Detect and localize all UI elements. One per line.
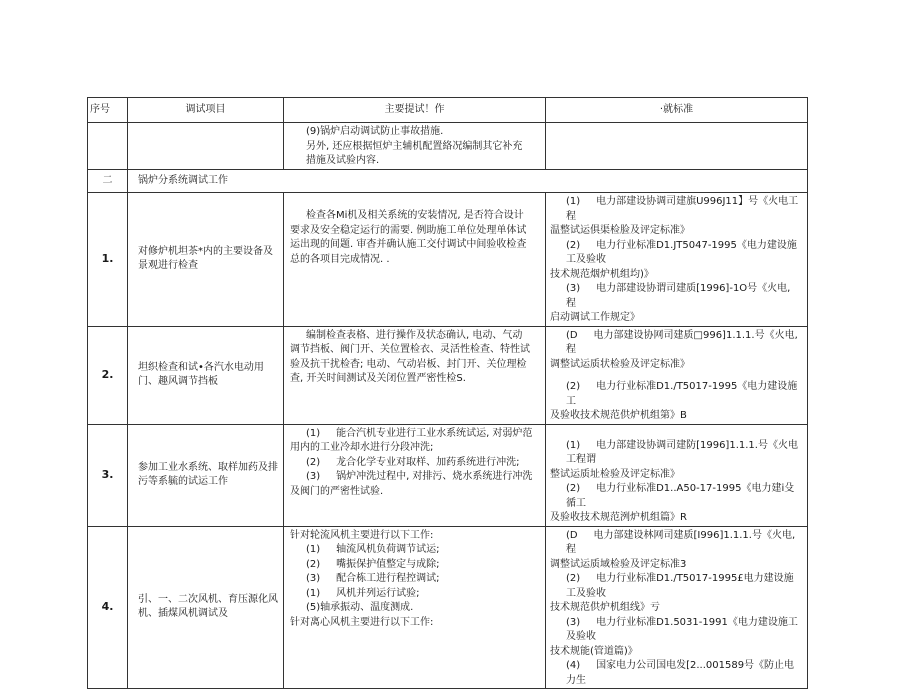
work-line: 验及抗干扰检杳; 电动、气动岩板、封门开、关位理检 — [290, 358, 527, 370]
work-index: (2) — [306, 558, 321, 570]
work-line: 检查各Mi机及相关系统的安装情况, 是否符合设计 — [306, 210, 524, 221]
standard-text: 电力部建设协网司建质□996]1.1.1.号《火电, 程 — [566, 329, 798, 355]
standard-line: 温整试运俱渠检脸及评定标准》 — [550, 225, 690, 236]
work-line: 措施及试验内容. — [306, 155, 380, 166]
standard-cell — [546, 123, 808, 170]
item-cell — [128, 123, 284, 170]
work-index: (3) — [306, 471, 321, 482]
standard-index: (3) — [566, 616, 581, 628]
standard-text: 电力部建设协谓司建质[1996]-1O号《火电, 程 — [566, 283, 791, 309]
row-number: 4. — [88, 526, 128, 689]
work-index: (3) — [306, 573, 321, 584]
work-line — [290, 456, 541, 471]
work-line — [290, 543, 541, 558]
row-number: 1. — [88, 193, 128, 327]
work-line: 及阀门的严密性试验. — [290, 485, 384, 497]
work-line: (5)轴承振动、温度测成. — [306, 602, 414, 613]
work-cell — [284, 193, 546, 327]
standard-line — [550, 572, 803, 601]
table-row — [88, 193, 808, 327]
standard-line — [550, 659, 803, 688]
header-work: 主要提试！作 — [284, 98, 546, 123]
standard-cell — [546, 424, 808, 526]
work-text: 龙合化学专业对取样、加药系统进行冲洗; — [336, 456, 520, 468]
work-line: 针对轮流风机主要进行以下工作: — [290, 529, 434, 541]
work-index: (1) — [306, 587, 321, 599]
work-line: 编制检查表格、进行操作及状态确认, 电动、气动 — [306, 329, 523, 341]
row-number: 2. — [88, 326, 128, 424]
work-cell — [284, 526, 546, 689]
standard-line — [550, 616, 803, 645]
work-cell — [284, 424, 546, 526]
standard-line: 技术规范供炉机组线》亏 — [550, 602, 660, 613]
work-index: (1) — [306, 427, 321, 439]
work-line: 另外, 还应根据恒炉主辅机配置絡况编制其它补充 — [306, 140, 523, 152]
standard-line — [550, 439, 803, 468]
header-item: 调试项目 — [128, 98, 284, 123]
work-line: 调节挡板、阀门开、关位置检衣、灵活性检查、特性试 — [290, 344, 530, 355]
work-text: 配合栋工进行程控调试; — [336, 573, 440, 584]
work-line — [290, 572, 541, 587]
standard-line — [550, 195, 803, 224]
standard-line: 调整试运质状检验及评定标准》 — [550, 358, 690, 370]
row-number: 3. — [88, 424, 128, 526]
standard-text: 电力行业标准D1.5031-1991《电力建设施工及验收 — [566, 616, 798, 642]
work-text: 嘴振保护值整定与成除; — [336, 558, 440, 570]
standard-text: 电力部建设协调司建防[1996]1.1.1.号《火电工程谓 — [566, 439, 798, 465]
standard-line: 技术规范烟炉机组均)》 — [550, 268, 654, 280]
standard-line: 启动调试工作规定》 — [550, 312, 640, 323]
standard-text: 电力部建设林网司建质[I996]1.1.1.号《火电, 程 — [566, 529, 796, 555]
commissioning-table — [87, 97, 808, 689]
standard-index: (D — [566, 329, 578, 341]
work-line: (9)锅炉启动调试防止事故措施. — [306, 126, 444, 137]
work-line — [290, 558, 541, 573]
standard-index: (3) — [566, 283, 581, 294]
work-index: (2) — [306, 456, 321, 468]
header-standard: ·就标准 — [546, 98, 808, 123]
work-line: 运出现的间题. 审杳并确认施工交付调试中间验收检查 — [290, 239, 527, 250]
section-title: 锅炉分系统调试工作 — [128, 170, 808, 193]
work-text: 风机并列运行试验; — [336, 587, 420, 599]
standard-index: (1) — [566, 196, 581, 207]
work-line: 查, 开关时间测试及关闭位置严密性检S. — [290, 373, 466, 384]
seq-cell — [88, 123, 128, 170]
work-index: (1) — [306, 544, 321, 555]
standard-line — [550, 529, 803, 558]
header-seq: 序号 — [88, 98, 128, 123]
work-text: 轴流风机负荷调节试运; — [336, 544, 440, 555]
standard-cell — [546, 193, 808, 327]
standard-index: (2) — [566, 573, 581, 584]
standard-index: (2) — [566, 483, 581, 494]
standard-index: (2) — [566, 381, 581, 392]
work-line: 针对离心风机主要进行以下工作: — [290, 616, 434, 628]
standard-line — [550, 329, 803, 358]
standard-text: 国家电力公司国电发[2...001589号《防止电力生 — [566, 660, 795, 686]
standard-cell — [546, 326, 808, 424]
work-cell — [284, 123, 546, 170]
item-cell: 参加工业水系统、取样加药及排污等系毓的试运工作 — [128, 424, 284, 526]
standard-line: 及验收技术规范洌炉机组篇》R — [550, 512, 687, 523]
standard-line — [550, 380, 803, 409]
standard-index: (2) — [566, 239, 581, 251]
standard-index: (D — [566, 529, 578, 541]
work-line — [290, 470, 541, 485]
work-cell — [284, 326, 546, 424]
standard-index: (4) — [566, 660, 581, 671]
standard-line — [550, 239, 803, 268]
table-row — [88, 123, 808, 170]
table-row — [88, 326, 808, 424]
standard-text: 电力行业标准D1.JT5047-1995《电力建设施工及验收 — [566, 239, 797, 265]
standard-line: 技术规能(管道篇)》 — [550, 645, 638, 657]
standard-line: 及验收技术规范供炉机组第》B — [550, 410, 687, 421]
work-line — [290, 427, 541, 442]
standard-cell — [546, 526, 808, 689]
item-cell: 引、一、二次风机、育压源化风机、插煤风机调试及 — [128, 526, 284, 689]
section-label: 二 — [88, 170, 128, 193]
standard-line: 整试运质址检验及评定标准》 — [550, 468, 680, 480]
table-row — [88, 526, 808, 689]
work-text: 能合汽机专业进行工业水系统试运, 对弱炉范 — [336, 427, 533, 439]
standard-index: (1) — [566, 439, 581, 451]
section-row — [88, 170, 808, 193]
table-row — [88, 424, 808, 526]
standard-text: 电力行业标准D1./T5017-1995£电力建设施工及验收 — [566, 573, 794, 599]
work-line: 用内的工业冷却水进行分段冲洗; — [290, 442, 434, 453]
standard-text: 电力行业标准D1..A50-17-1995《电力建i殳循工 — [566, 483, 795, 509]
standard-line — [550, 282, 803, 311]
standard-line — [550, 482, 803, 511]
work-line — [290, 587, 541, 602]
work-line: 总的各项目完成情况. . — [290, 253, 390, 265]
work-line: 要求及安全稳定运行的需要. 例助施工单位处理单体试 — [290, 224, 527, 236]
table-header-row — [88, 98, 808, 123]
item-cell: 坦织检查和试•各汽水电动用门、趣风调节挡板 — [128, 326, 284, 424]
standard-text: 电力行业标准D1./T5017-1995《电力建设施工 — [566, 381, 798, 407]
work-text: 锅炉冲洗过程中, 对排污、烧水系统进行冲洗 — [336, 471, 533, 482]
item-cell: 对修炉机坦茶*内的主要设备及景观进行检查 — [128, 193, 284, 327]
standard-line: 调整试运质域检验及评定标准3 — [550, 558, 687, 570]
standard-text: 电力部建设协调司建旗U996J11】号《火电工程 — [566, 196, 799, 222]
